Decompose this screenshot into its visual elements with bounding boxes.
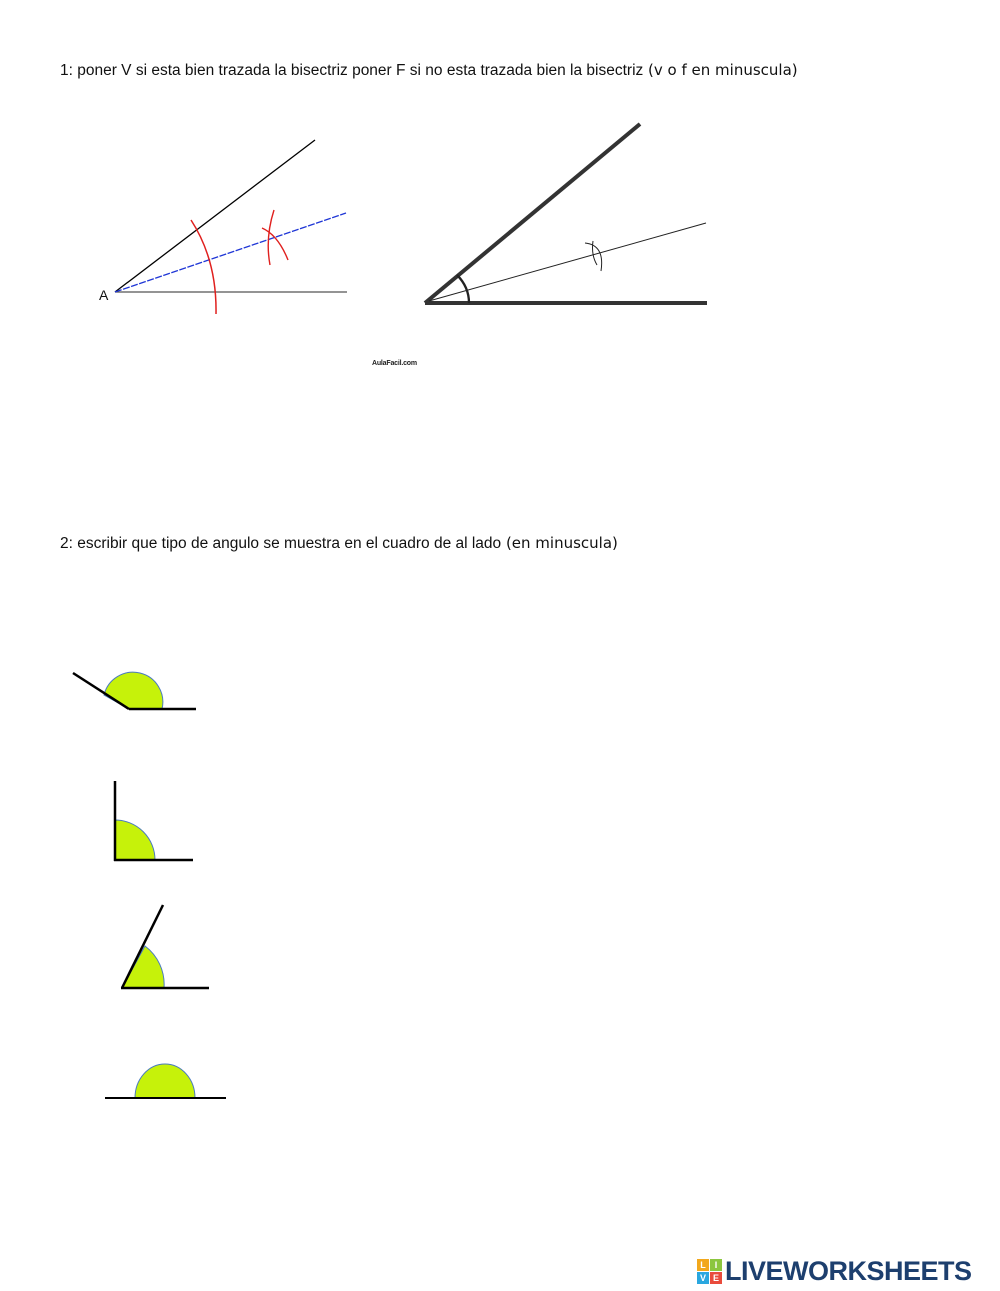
question-1-hint: (v o f en minuscula) [643,61,798,79]
logo-text: LIVEWORKSHEETS [725,1255,972,1286]
logo-tile-e: E [710,1272,722,1284]
bisector-figure-2 [415,115,715,315]
bisector-figure-1 [90,130,360,320]
question-1-text [60,61,798,80]
angle-sector [135,1064,195,1098]
liveworksheets-logo [697,1256,972,1286]
logo-tile-v: V [697,1272,709,1284]
upper-ray [115,140,315,292]
intersection-arc-2 [262,228,288,260]
right-angle-figure [105,775,200,870]
intersection-arc-2 [593,241,598,265]
acute-angle-figure [115,900,215,995]
credit-text: AulaFacil.com [372,360,417,367]
bisector-line [429,223,706,301]
vertex-label: A [99,287,109,303]
question-1-main: 1: poner V si esta bien trazada la bisectriz poner F si no esta trazada bien la bisectriz [60,62,644,79]
logo-tiles [697,1259,722,1284]
angle-mark [457,275,469,303]
logo-tile-l: L [697,1259,709,1271]
compass-arc [191,220,216,314]
question-2-hint: (en minuscula) [501,534,618,552]
straight-angle-figure [100,1058,230,1103]
angle-sector [104,672,163,709]
bisector-line [115,213,346,292]
angle-sector [122,946,164,988]
angle-sector [115,820,155,860]
question-2-main: 2: escribir que tipo de angulo se muestra en el cuadro de al lado [60,535,502,552]
logo-tile-i: I [710,1259,722,1271]
question-2-text [60,534,618,553]
obtuse-angle-figure [70,665,200,715]
